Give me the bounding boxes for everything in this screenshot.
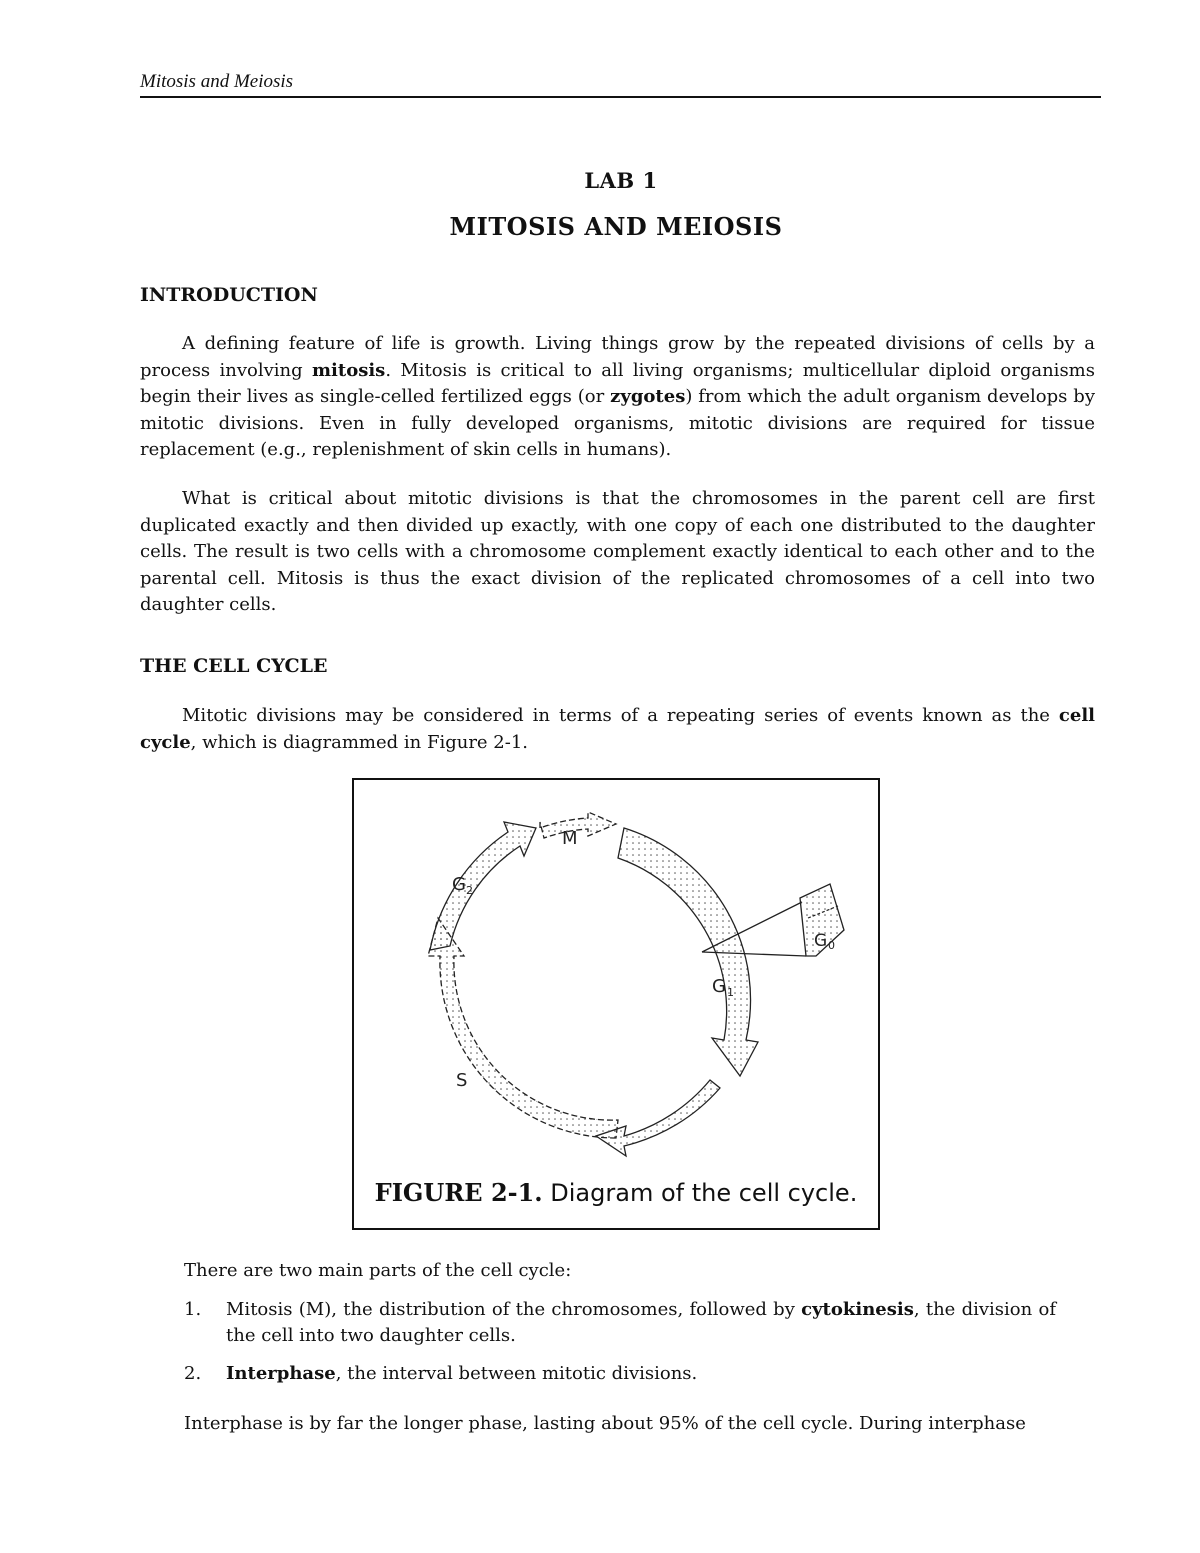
running-header	[140, 70, 1101, 98]
figure-caption	[354, 1178, 878, 1207]
intro-paragraph-1	[140, 331, 1095, 464]
list-item-text	[226, 1361, 1056, 1387]
term-interphase: Interphase	[226, 1363, 336, 1384]
cell-cycle-text-1: Mitotic divisions may be considered in terms of a repeating series of events known as the	[182, 705, 1059, 726]
intro-p2-text: What is critical about mitotic divisions is that the chromosomes in the parent cell are first duplicated exactly and then divided up exactly, with one copy of each one distributed to the daughter cells. The result is two cells with a chromosome complement exactly identical to each other and to the parental cell. Mitosis is thus the exact division of the replicated chromosomes of a cell into two daughter cells.	[140, 488, 1095, 615]
intro-p1-text-1: A defining feature of life is growth. Living things grow by the repeated divisions of cells by a process involving	[140, 333, 1095, 381]
term-cytokinesis: cytokinesis	[801, 1299, 914, 1320]
intro-p1-text-3: ) from which the adult organism develops by mitotic divisions. Even in fully developed organisms, mitotic divisions are required for tissue replacement (e.g., replenishment of skin cells in humans).	[140, 386, 1095, 460]
introduction-heading: INTRODUCTION	[140, 284, 318, 306]
term-cell-cycle: cell cycle	[140, 705, 1095, 753]
label-g2: G	[452, 874, 466, 895]
cell-cycle-text-2: , which is diagrammed in Figure 2-1.	[190, 731, 529, 753]
g2-phase-arrow	[430, 822, 536, 950]
term-mitosis: mitosis	[312, 359, 386, 381]
closing-paragraph: Interphase is by far the longer phase, lasting about 95% of the cell cycle. During interphase	[184, 1413, 1026, 1434]
label-g2-sub: 2	[466, 884, 473, 897]
cell-cycle-paragraph	[140, 703, 1095, 756]
list-item-number: 1.	[184, 1299, 202, 1320]
figure-cell-cycle	[352, 778, 880, 1230]
list-item-1-text-2: , the division of the cell into two daughter cells.	[226, 1299, 1056, 1346]
figure-caption-label: FIGURE 2-1.	[374, 1178, 543, 1207]
s-phase-arrow	[428, 918, 618, 1138]
figure-caption-text: Diagram of the cell cycle.	[542, 1179, 858, 1207]
list-item-1-text-1: Mitosis (M), the distribution of the chromosomes, followed by	[226, 1299, 802, 1320]
list-item-number: 2.	[184, 1363, 202, 1384]
page-title: MITOSIS AND MEIOSIS	[449, 212, 783, 241]
cell-cycle-heading: THE CELL CYCLE	[140, 655, 328, 677]
label-g0-sub: 0	[828, 939, 835, 952]
label-m: M	[562, 828, 578, 849]
label-s: S	[456, 1070, 468, 1091]
label-g1-sub: 1	[727, 986, 734, 999]
list-intro: There are two main parts of the cell cycle:	[184, 1260, 572, 1281]
term-zygotes: zygotes	[610, 386, 686, 407]
lab-number: LAB 1	[584, 168, 658, 193]
label-g1: G	[712, 976, 726, 997]
intro-paragraph-2	[140, 486, 1095, 619]
g1-to-s-arrow	[596, 1080, 720, 1156]
label-g0: G	[814, 931, 828, 951]
g1-phase-arrow	[618, 828, 758, 1076]
intro-p1-text-2: . Mitosis is critical to all living organisms; multicellular diploid organisms begin their lives as single-celled fertilized eggs (or	[140, 359, 1095, 407]
list-item-text	[226, 1297, 1056, 1349]
cell-cycle-diagram	[354, 780, 878, 1228]
list-item-2-text: , the interval between mitotic divisions.	[335, 1363, 698, 1384]
running-header-title: Mitosis and Meiosis	[140, 71, 294, 92]
m-phase-arrow	[540, 812, 616, 838]
